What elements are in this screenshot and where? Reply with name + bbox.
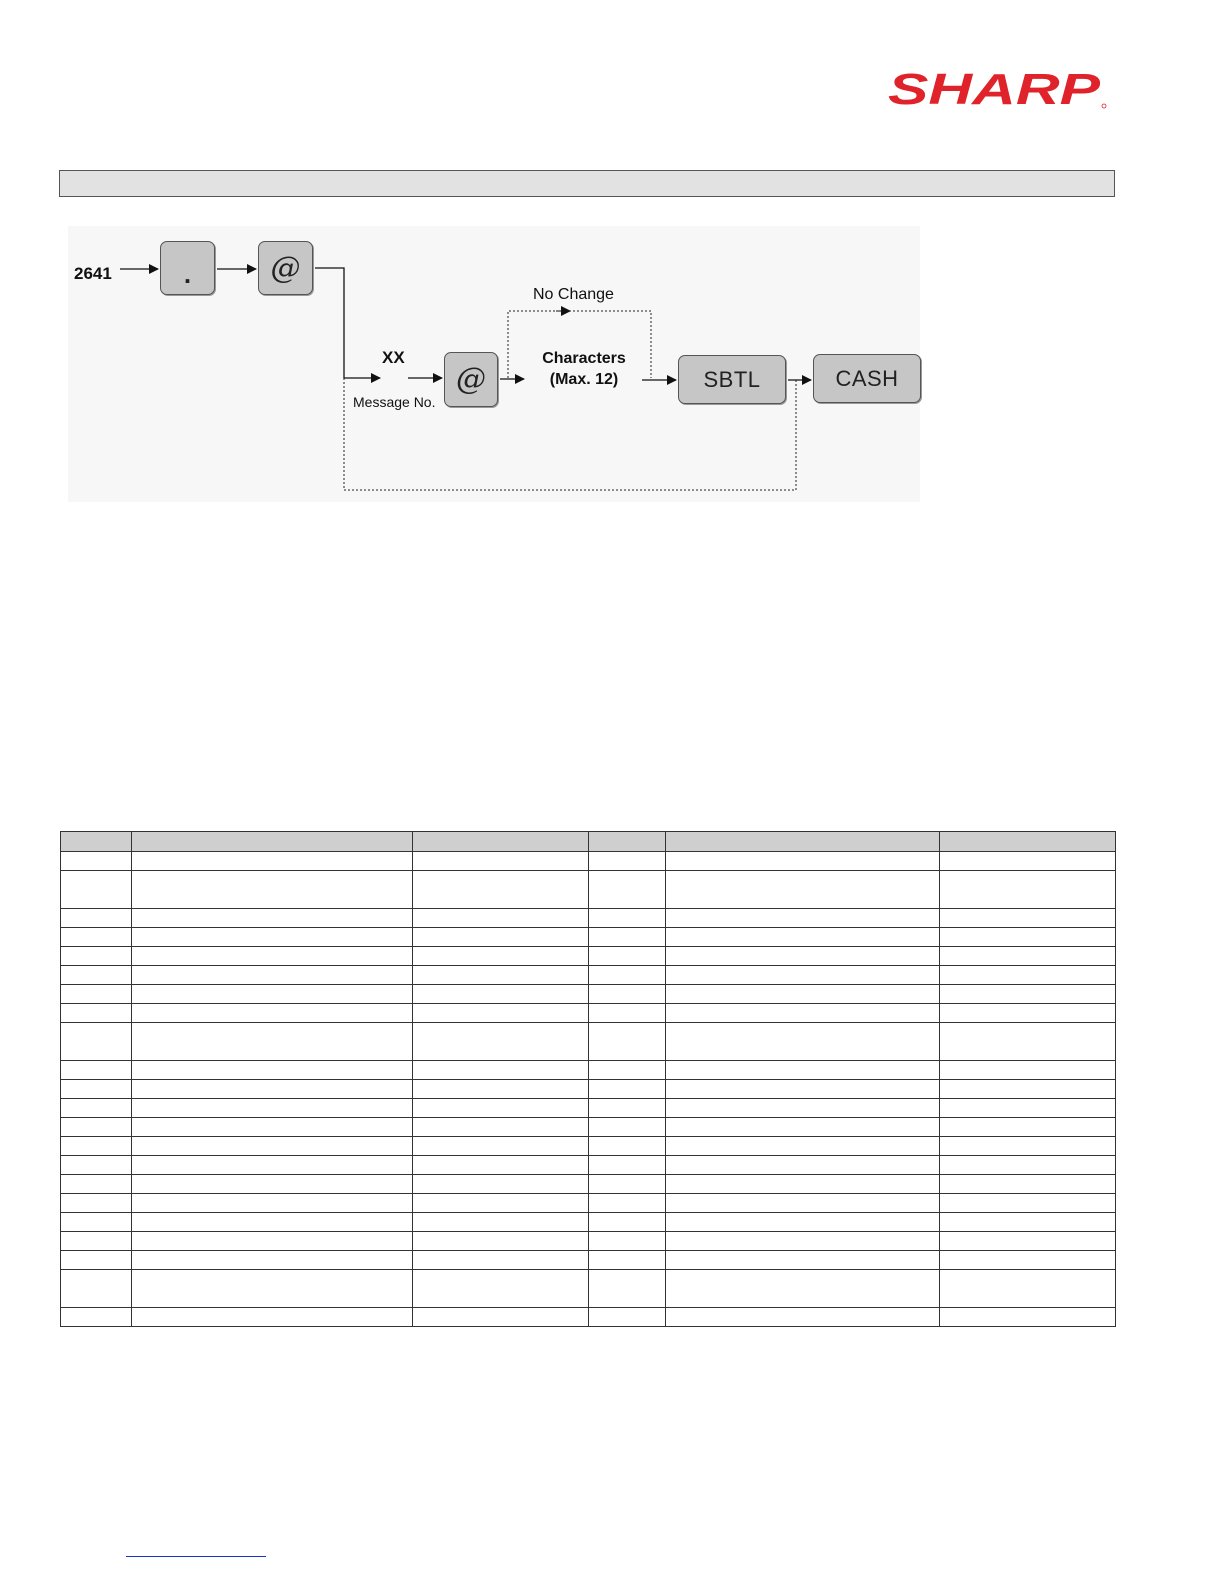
- table-cell: [132, 928, 413, 947]
- table-cell: [589, 1270, 666, 1308]
- table-cell: [940, 1232, 1116, 1251]
- table-cell: [413, 1175, 589, 1194]
- table-cell: [589, 1137, 666, 1156]
- column-header: [61, 832, 132, 852]
- table-cell: [589, 1023, 666, 1061]
- table-cell: [413, 985, 589, 1004]
- table-row: [61, 1137, 1116, 1156]
- table-row: [61, 1099, 1116, 1118]
- table-cell: [61, 966, 132, 985]
- table-cell: [132, 852, 413, 871]
- table-header-row: [61, 832, 1116, 852]
- table-cell: [940, 1118, 1116, 1137]
- table-row: [61, 1175, 1116, 1194]
- table-cell: [666, 1213, 940, 1232]
- table-cell: [940, 966, 1116, 985]
- table-cell: [132, 1137, 413, 1156]
- table-cell: [589, 1251, 666, 1270]
- table-cell: [666, 985, 940, 1004]
- table-cell: [413, 1004, 589, 1023]
- table-cell: [940, 1099, 1116, 1118]
- table-cell: [940, 1270, 1116, 1308]
- decimal-key: .: [160, 241, 215, 295]
- table-cell: [61, 1137, 132, 1156]
- table-cell: [132, 947, 413, 966]
- table-cell: [589, 1004, 666, 1023]
- column-header: [589, 832, 666, 852]
- subtotal-key: SBTL: [678, 355, 786, 404]
- table-cell: [61, 1023, 132, 1061]
- line-at-down: [315, 268, 380, 378]
- table-cell: [413, 928, 589, 947]
- table-cell: [589, 1061, 666, 1080]
- table-cell: [61, 1004, 132, 1023]
- table-cell: [666, 909, 940, 928]
- table-cell: [132, 1080, 413, 1099]
- table-cell: [666, 928, 940, 947]
- table-cell: [589, 1118, 666, 1137]
- table-cell: [589, 1194, 666, 1213]
- table-cell: [132, 985, 413, 1004]
- table-cell: [940, 947, 1116, 966]
- cash-key: CASH: [813, 354, 921, 403]
- table-row: [61, 871, 1116, 909]
- table-cell: [61, 1194, 132, 1213]
- table-cell: [666, 1156, 940, 1175]
- table-cell: [413, 1118, 589, 1137]
- table-row: [61, 1061, 1116, 1080]
- characters-text: Characters: [542, 350, 626, 367]
- table-cell: [413, 1251, 589, 1270]
- table-cell: [589, 1308, 666, 1327]
- table-cell: [666, 1308, 940, 1327]
- column-header: [940, 832, 1116, 852]
- table-cell: [666, 1137, 940, 1156]
- table-cell: [61, 909, 132, 928]
- table-row: [61, 1251, 1116, 1270]
- table-cell: [61, 928, 132, 947]
- table-cell: [61, 1232, 132, 1251]
- table-row: [61, 852, 1116, 871]
- table-cell: [589, 1156, 666, 1175]
- table-row: [61, 1118, 1116, 1137]
- table-row: [61, 966, 1116, 985]
- table-cell: [666, 1004, 940, 1023]
- table-cell: [61, 871, 132, 909]
- table-cell: [413, 1194, 589, 1213]
- table-cell: [666, 947, 940, 966]
- table-cell: [132, 1099, 413, 1118]
- table-cell: [666, 1270, 940, 1308]
- table-cell: [940, 1175, 1116, 1194]
- table-cell: [940, 1080, 1116, 1099]
- table-cell: [413, 947, 589, 966]
- table-cell: [666, 1232, 940, 1251]
- table-cell: [132, 1194, 413, 1213]
- table-cell: [940, 1308, 1116, 1327]
- table-cell: [940, 1251, 1116, 1270]
- table-cell: [61, 1251, 132, 1270]
- table-cell: [413, 909, 589, 928]
- table-body: [61, 852, 1116, 1327]
- table-row: [61, 985, 1116, 1004]
- table-cell: [413, 1156, 589, 1175]
- column-header: [132, 832, 413, 852]
- table-cell: [413, 1080, 589, 1099]
- table-cell: [589, 947, 666, 966]
- table-row: [61, 1080, 1116, 1099]
- table-cell: [940, 909, 1116, 928]
- table-cell: [132, 1213, 413, 1232]
- message-number-label: Message No.: [353, 394, 436, 410]
- table-cell: [132, 1004, 413, 1023]
- table-cell: [61, 1118, 132, 1137]
- table-row: [61, 1232, 1116, 1251]
- table-cell: [413, 1308, 589, 1327]
- table-cell: [666, 1099, 940, 1118]
- max-characters-text: (Max. 12): [549, 371, 619, 388]
- table-cell: [61, 1061, 132, 1080]
- table-cell: [666, 1175, 940, 1194]
- table-cell: [413, 852, 589, 871]
- table-cell: [61, 947, 132, 966]
- table-cell: [413, 871, 589, 909]
- table-cell: [589, 1175, 666, 1194]
- table-cell: [589, 985, 666, 1004]
- table-cell: [61, 1213, 132, 1232]
- table-cell: [61, 1099, 132, 1118]
- table-cell: [132, 1251, 413, 1270]
- table-cell: [132, 1308, 413, 1327]
- table-cell: [413, 1061, 589, 1080]
- table-cell: [589, 909, 666, 928]
- table-cell: [666, 1061, 940, 1080]
- table-cell: [940, 1004, 1116, 1023]
- table-cell: [132, 1175, 413, 1194]
- table-cell: [589, 1099, 666, 1118]
- table-cell: [61, 852, 132, 871]
- table-row: [61, 928, 1116, 947]
- table-cell: [61, 1175, 132, 1194]
- table-cell: [589, 852, 666, 871]
- table-cell: [940, 871, 1116, 909]
- sharp-logo-text: SHARP: [888, 66, 1101, 110]
- table-row: [61, 1023, 1116, 1061]
- table-cell: [940, 1156, 1116, 1175]
- table-row: [61, 909, 1116, 928]
- table-cell: [589, 871, 666, 909]
- table-row: [61, 1270, 1116, 1308]
- footer-link-underline[interactable]: [126, 1556, 266, 1557]
- table-row: [61, 1004, 1116, 1023]
- table-row: [61, 947, 1116, 966]
- table-row: [61, 1156, 1116, 1175]
- characters-label: [524, 348, 644, 390]
- table-cell: [413, 1270, 589, 1308]
- table-cell: [413, 1137, 589, 1156]
- table-cell: [413, 1232, 589, 1251]
- table-cell: [132, 1156, 413, 1175]
- table-cell: [589, 1213, 666, 1232]
- at-key-second: @: [444, 352, 498, 407]
- table-cell: [413, 1023, 589, 1061]
- settings-table: [60, 831, 1116, 1327]
- table-cell: [666, 966, 940, 985]
- table-cell: [132, 1232, 413, 1251]
- table-cell: [132, 966, 413, 985]
- table-cell: [589, 966, 666, 985]
- table-cell: [61, 985, 132, 1004]
- column-header: [666, 832, 940, 852]
- table-cell: [413, 1099, 589, 1118]
- table-cell: [61, 1308, 132, 1327]
- table-cell: [589, 1080, 666, 1099]
- start-code-label: 2641: [74, 264, 112, 283]
- table-cell: [61, 1156, 132, 1175]
- table-cell: [666, 1194, 940, 1213]
- table-cell: [589, 1232, 666, 1251]
- table-cell: [413, 1213, 589, 1232]
- table-cell: [61, 1270, 132, 1308]
- table-cell: [666, 852, 940, 871]
- table-cell: [132, 871, 413, 909]
- table-cell: [666, 1118, 940, 1137]
- table-cell: [940, 852, 1116, 871]
- table-cell: [940, 985, 1116, 1004]
- no-change-label: No Change: [533, 286, 614, 303]
- table-row: [61, 1213, 1116, 1232]
- table-cell: [61, 1080, 132, 1099]
- table-cell: [666, 1023, 940, 1061]
- table-cell: [940, 1137, 1116, 1156]
- table-cell: [132, 1118, 413, 1137]
- table-cell: [940, 1061, 1116, 1080]
- at-key-first: @: [258, 241, 313, 295]
- table-row: [61, 1308, 1116, 1327]
- table-cell: [666, 1080, 940, 1099]
- xx-label: XX: [382, 348, 405, 367]
- table-cell: [940, 1194, 1116, 1213]
- table-cell: [589, 928, 666, 947]
- table-cell: [940, 1213, 1116, 1232]
- table-cell: [132, 1061, 413, 1080]
- table-cell: [666, 1251, 940, 1270]
- table-cell: [132, 1270, 413, 1308]
- table-cell: [132, 909, 413, 928]
- table-cell: [132, 1023, 413, 1061]
- table-cell: [940, 1023, 1116, 1061]
- table-cell: [413, 966, 589, 985]
- column-header: [413, 832, 589, 852]
- table-cell: [666, 871, 940, 909]
- table-cell: [940, 928, 1116, 947]
- table-row: [61, 1194, 1116, 1213]
